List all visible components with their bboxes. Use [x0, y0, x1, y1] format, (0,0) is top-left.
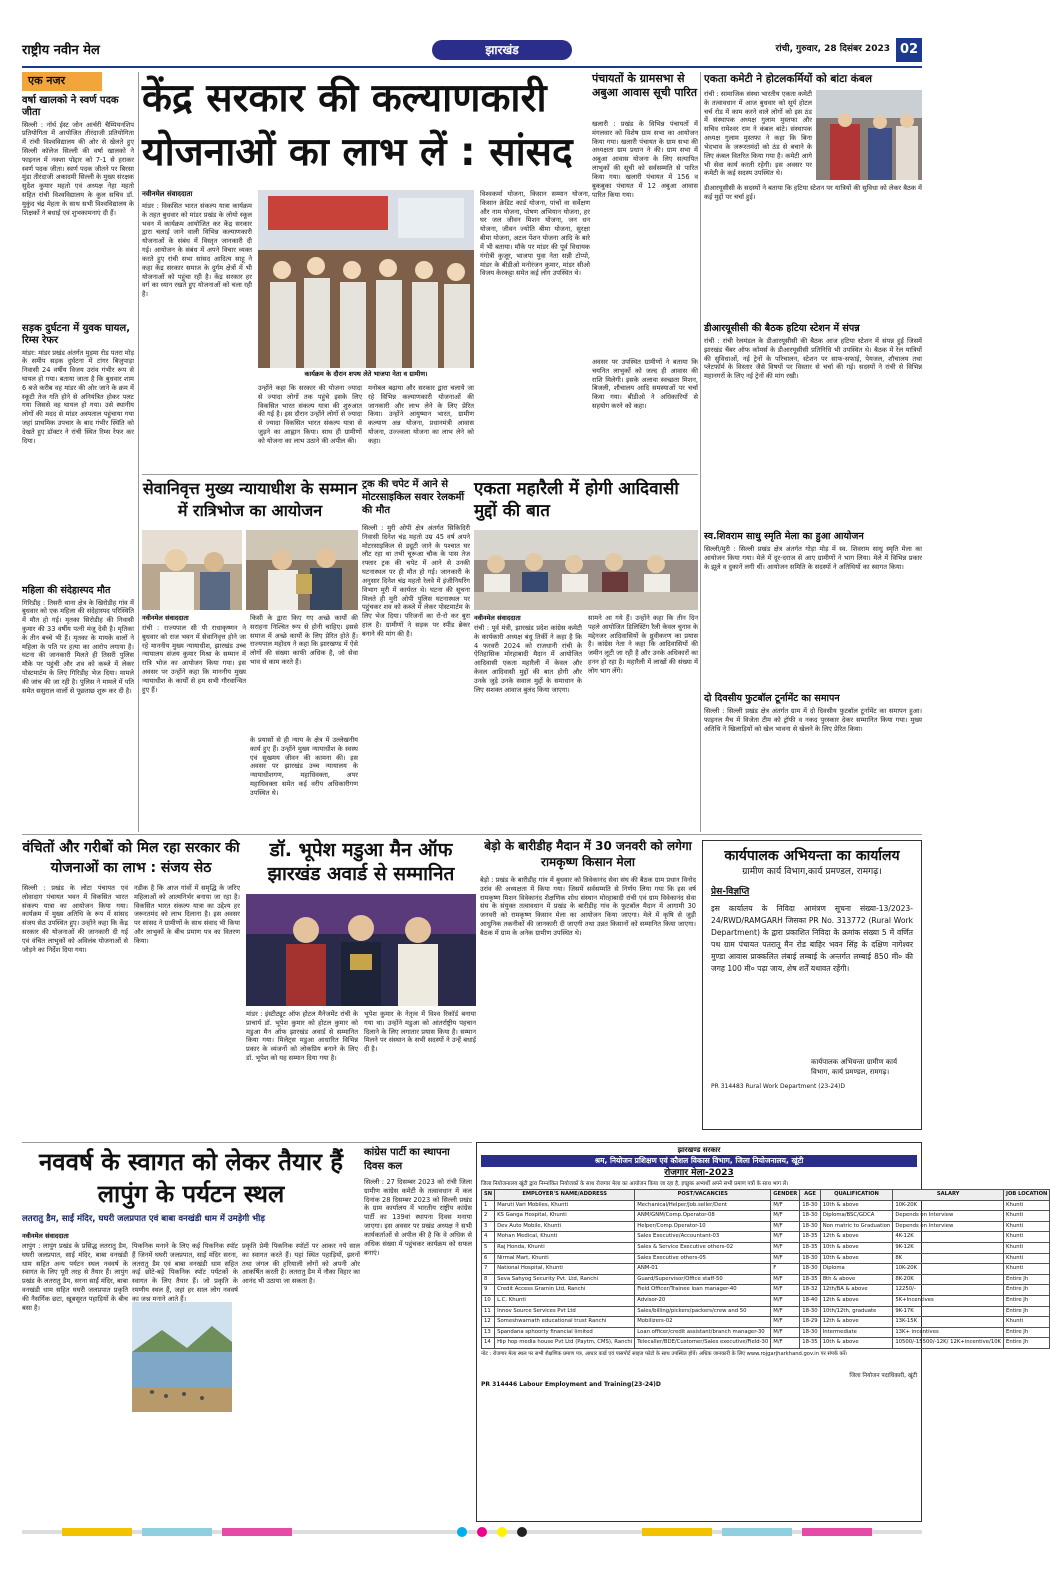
table-cell: M/F [771, 1274, 800, 1285]
table-cell: M/F [771, 1327, 800, 1338]
druc-body: रांची : रांची रेलमंडल के डीआरयूसीसी की बैठक आज हटिया स्टेशन में संपन्न हुई जिसमें झारखंड चैंबर ऑफ कॉमर्स के डीआरयूसीसी प्रतिनिधि भी उपस्थित थे। बैठक में रेल यात्रियों की सुविधाओं, नई ट्रेनों के परिचालन, स्टेशन पर साफ-सफाई, पेयजल, शौचालय तथा प्लेटफॉर्म के विस्तार जैसे विषयों पर विस्तार से चर्चा की गई। सदस्यों ने रांची से विभिन्न महानगरों के लिए नई ट्रेनों की मांग रखी। [704, 337, 922, 381]
truck-body: सिल्ली : मुरी ओपी क्षेत्र अंतर्गत सिकिदिरी निवासी दिनेश चंद्र महतो उम्र 45 वर्ष अपने मोटरसाइकिल से ड्यूटी जाने के पश्चात घर लौट रहा था तभी चूरूआ चौक के पास तेज रफ्तार ट्रक की चपेट में आने से उनकी घटनास्थल पर ही मौत हो गई। जानकारी के अनुसार दिनेश चंद्र महतो रेलवे में इंजीनियरिंग विभाग मुरी में कार्यरत थे। घटना की सूचना मिलते ही मुरी ओपी पुलिस घटनास्थल पर पहुंचकर शव को कब्जे में लेकर पोस्टमार्टम के लिए भेज दिया। परिजनों का रो-रो कर बुरा हाल है। ग्रामीणों ने सड़क पर स्पीड ब्रेकर बनाने की मांग की है। [362, 524, 470, 638]
table-cell: 10th & above [820, 1338, 893, 1349]
table-cell: Mechanical/Helper/Job.seller/Dent [635, 1200, 771, 1211]
table-cell: Non matric to Graduation [820, 1221, 893, 1232]
jobs-header: SN [482, 1190, 495, 1201]
vanchit-story [22, 838, 240, 1140]
congress-story [364, 1146, 472, 1522]
table-row [482, 1295, 1050, 1306]
jobs-title: रोजगार मेला-2023 [664, 1168, 734, 1179]
table-cell: Maruti Vari Mobiles, Khunti [495, 1200, 635, 1211]
award-headline: डॉ. भूपेश मडुआ मैन ऑफ झारखंड अवार्ड से सम्मानित [267, 839, 455, 885]
table-cell: Entire Jh [1004, 1274, 1050, 1285]
lead-photo [258, 190, 474, 368]
table-cell: Loan officer/credit assistant/branch manager-30 [635, 1327, 771, 1338]
table-cell: Intermediate [820, 1327, 893, 1338]
blanket-headline: एकता कमेटी ने होटलकर्मियों को बांटा कंबल [704, 73, 872, 85]
lead-col1: मांडर : विकसित भारत संकल्प यात्रा कार्यक्रम के तहत बुधवार को मांडर प्रखंड के लोयो स्कूल भवन में कार्यक्रम आयोजित कर केंद्र सरकार द्वारा चलाई जाने वाली विभिन्न कल्याणकारी योजनाओं के संबंध में विस्तृत जानकारी दी गई। आयोजन के संबंध में अपने विचार व्यक्त करते हुए रांची सभा सांसद आदित्य साहू ने कहा केंद्र सरकार समाज के दुर्गम क्षेत्रों में भी योजनाओं को पहुंचा रही है। केंद्र सरकार हर वर्ग का ध्यान रखते हुए योजनाओं को चला रही है। [142, 202, 252, 299]
jobs-header: SALARY [893, 1190, 1004, 1201]
table-cell: Guard/Supervisor/Office staff-50 [635, 1274, 771, 1285]
table-cell: M/F [771, 1253, 800, 1264]
notice-pr: PR 314483 Rural Work Department (23-24)D [711, 1082, 845, 1090]
notice-signature: कार्यपालक अभियन्ता ग्रामीण कार्य विभाग, कार्य प्रमण्डल, रामगढ़। [811, 1057, 898, 1076]
congress-body: सिल्ली : 27 दिसम्बर 2023 को रांची जिला ग्रामीण कांग्रेस कमेटी के तत्वावधान में कल दिनांक 28 दिसम्बर 2023 को सिल्ली प्रखंड के ग्राम कार्यालय में भारतीय राष्ट्रीय कांग्रेस पार्टी का 139वां स्थापना दिवस मनाया जाएगा। इस अवसर पर प्रखंड अध्यक्ष ने सभी कार्यकर्ताओं से अपील की है कि वे अधिक से अधिक संख्या में पहुंचकर कार्यक्रम को सफल बनाएं। [364, 1178, 472, 1257]
vanchit-headline: वंचितों और गरीबों को मिल रहा सरकार की योजनाओं का लाभ : संजय सेठ [22, 840, 240, 876]
tourism-headline: नववर्ष के स्वागत को लेकर तैयार हैं लापुंग के पर्यटन स्थल [38, 1148, 344, 1208]
table-cell: Diploma [820, 1264, 893, 1275]
table-cell: 10K-20K [893, 1200, 1004, 1211]
tourism-byline: नवीनमेल संवाददाता [22, 1232, 69, 1240]
jobs-table [481, 1189, 1050, 1349]
table-cell: M/F [771, 1285, 800, 1296]
table-cell: 12 [482, 1317, 495, 1328]
table-row [482, 1221, 1050, 1232]
vanchit-col2: नडीक है कि आज गांवों में समृद्धि के जरिए महिलाओं को आत्मनिर्भर बनाया जा रहा है। विकसित भारत संकल्प यात्रा का उद्देश्य हर जरूरतमंद को लाभ दिलाना है। इस अवसर पर सांसद ने ग्रामीणों के साथ संवाद भी किया और लाभुकों के बीच प्रमाण पत्र का वितरण किया। [134, 884, 240, 945]
judge-story [142, 478, 358, 832]
jobs-header: QUALIFICATION [820, 1190, 893, 1201]
table-cell: ANM/GNM/Comp.Operator-08 [635, 1211, 771, 1222]
table-cell: 8K-20K [893, 1274, 1004, 1285]
ekta-col2: सामने आ गये हैं। उन्होंने कहा कि तीन दिन पहले आयोजित डिलिस्टिंग रैली केवल चुनाव के मद्देनजर आदिवासियों के ध्रुवीकरण का प्रयास है। कांग्रेस नेता ने कहा कि आदिवासियों की जमीन लूटी जा रही है और उनके अधिकारों का हनन हो रहा है। महारैली में लाखों की संख्या में लोग भाग लेंगे। [588, 614, 699, 675]
table-cell: 1 [482, 1200, 495, 1211]
congress-headline: कांग्रेस पार्टी का स्थापना दिवस कल [364, 1147, 450, 1172]
lead-col2: उन्होंने कहा कि सरकार की योजना ज्यादा से ज्यादा लोगों तक पहुंचे इसके लिए विकसित भारत संकल्प यात्रा की शुरुआत की गई है। इस दौरान उन्होंने लोगों से ज्यादा से ज्यादा विकसित भारत संकल्प यात्रा से जुड़ने का आह्वान किया। साथ ही ग्रामीणों को योजना का लाभ उठाने की अपील की। [258, 384, 362, 445]
table-cell: M/F [771, 1211, 800, 1222]
ekta-byline: नवीनमेल संवाददाता [474, 614, 521, 622]
table-cell: 12250/- [893, 1285, 1004, 1296]
table-cell: 11 [482, 1306, 495, 1317]
table-cell: 10500/-15500/-12K/ 12K+incentive/10K [893, 1338, 1004, 1349]
table-cell: Seva Sahyog Security Pvt. Ltd, Ranchi [495, 1274, 635, 1285]
truck-headline: ट्रक की चपेट में आने से मोटरसाइकिल सवार रेलकर्मी की मौत [362, 479, 465, 516]
notice-subtitle: ग्रामीण कार्य विभाग,कार्य प्रमण्डल, रामगढ़। [742, 867, 882, 877]
table-cell: 18-30 [800, 1306, 820, 1317]
notice-box [702, 840, 922, 1130]
sidebar-item1-title: वर्षा खालको ने स्वर्ण पदक जीता [22, 94, 119, 118]
table-cell: Entire Jh [1004, 1338, 1050, 1349]
table-cell: National Hospital, Khunti [495, 1264, 635, 1275]
table-cell: Entire Jh [1004, 1285, 1050, 1296]
table-cell: Innov Source Services Pvt Ltd [495, 1306, 635, 1317]
table-cell: Sales/billing/pickers/packers/crew and 50 [635, 1306, 771, 1317]
blanket-story [704, 72, 922, 320]
table-cell: 12th & above [820, 1232, 893, 1243]
divider [700, 72, 701, 832]
ekta-story [474, 478, 698, 832]
table-cell: M/F [771, 1317, 800, 1328]
sidebar-tag: एक नजर [22, 72, 102, 91]
tourism-col2: पिकनिक मनाने के लिए कई पिकनिक स्पॉट हैं जिनमें घघरी जलप्रपात, साईं मंदिर सरना, लतरातु डैम एवं बाबा वनखंडी धाम सहित कई छोटे-बड़े पिकनिक स्पॉट पर्यटकों के स्वागत के लिए तैयार हैं। जो प्रकृति के रमणीय स्थल हैं, जहां हर साल लोग नववर्ष का जश्न मनाने आते हैं। [132, 1242, 238, 1303]
table-cell: 10K-20K [893, 1264, 1004, 1275]
table-cell: 18-30 [800, 1200, 820, 1211]
table-cell: Entire Jh [1004, 1295, 1050, 1306]
table-row [482, 1200, 1050, 1211]
table-cell: F [771, 1264, 800, 1275]
jobs-dept: झारखण्ड सरकार [677, 1146, 721, 1154]
jobs-header: JOB LOCATION [1004, 1190, 1050, 1201]
mela-body: सिल्ली/मुरी : सिल्ली प्रखंड क्षेत्र अंतर्गत गोड़ा मोड़ में स्व. शिवराम साधु स्मृति मेला का आयोजन किया गया। मेले में दूर-दराज से आए ग्रामीणों ने भाग लिया। मेले में विभिन्न प्रकार के झूले व दुकानें लगी थीं। आयोजन समिति के सदस्यों ने अतिथियों का स्वागत किया। [704, 545, 922, 571]
panchayat-headline: पंचायतों के ग्रामसभा से अबुआ आवास सूची पारित [592, 72, 698, 99]
table-cell: 10th & above [820, 1253, 893, 1264]
table-cell: 4K-12K [893, 1232, 1004, 1243]
table-cell: 12th/BA & above [820, 1285, 893, 1296]
table-cell: Credit Access Gramin Ltd, Ranchi [495, 1285, 635, 1296]
tourism-col1: लापुंग : लापुंग प्रखंड के प्रसिद्ध लतरातु डैम, घघरी जलप्रपात, साईं मंदिर, बाबा वनखंडी धाम सहित अन्य पर्यटन स्थल नववर्ष के स्वागत के लिए पूरी तरह से तैयार हैं। लापुंग प्रखंड के लतरातु डैम, सरना साईं मंदिर, बाबा वनखंडी धाम सहित घघरी जलप्रपात प्रकृति की नैसर्गिक छटा, खूबसूरत पहाड़ियों के बीच बसा है। [22, 1242, 128, 1312]
table-cell: M/F [771, 1221, 800, 1232]
table-cell: Khunti [1004, 1253, 1050, 1264]
judge-photo-2 [246, 530, 358, 610]
jobs-header: GENDER [771, 1190, 800, 1201]
blanket-photo [816, 90, 922, 180]
panchayat-col1: खलारी : प्रखंड के विभिन्न पंचायतों में मंगलवार को विशेष ग्राम सभा का आयोजन किया गया। खलारी पंचायत के ग्राम सभा की अध्यक्षता ग्राम प्रधान ने की। ग्राम सभा में अबुआ आवास योजना के लिए सत्यापित लाभुकों की सूची को सर्वसम्मति से पारित किया गया। खलारी पंचायत में 156 व बुकबुका पंचायत में 12 अबुआ आवास पारित किया गया। [592, 120, 698, 199]
table-cell: 13K-15K [893, 1317, 1004, 1328]
table-cell: M/F [771, 1200, 800, 1211]
table-row [482, 1306, 1050, 1317]
table-cell: 4 [482, 1232, 495, 1243]
mela-story [704, 530, 922, 690]
judge-col2: किसी के द्वारा किए गए अच्छे कार्यों की सराहना निश्चित रूप से होनी चाहिए। इससे समाज में अच्छे कार्यों के लिए प्रेरित होते हैं। राज्यपाल महोदय ने कहा कि झारखण्ड में ऐसे लोगों की संख्या काफी अधिक है, जो सेवा भाव से काम करते हैं। [250, 614, 358, 667]
table-cell: M/F [771, 1338, 800, 1349]
table-cell: 12th & above [820, 1317, 893, 1328]
judge-photo-1-image [142, 530, 242, 610]
lead-col4: विश्वकर्मा योजना, किसान सम्मान योजना, किसान क्रेडिट कार्ड योजना, पांचों वा सर्वेक्षण और नाम योजना, पोषण अभियान योजना, हर घर जल जीवन मिशन योजना, जन धन योजना, जीवन ज्योति बीमा योजना, सुरक्षा बीमा योजना, अटल पेंशन योजना आदि के बारे में भी बताया। मौके पर मांडर की पूर्व विधायक गंगोत्री कुजूर, भाजपा युवा नेता सन्नी टोप्पो, मांडर के बीडीओ मनोरंजन कुमार, मांडर सीओ विजय केरकट्टा समेत कई लोग उपस्थित थे। [480, 190, 590, 278]
table-cell: Someshwarnath educational trust Ranchi [495, 1317, 635, 1328]
lead-headline: केंद्र सरकार की कल्याणकारी योजनाओं का लाभ लें : सांसद [142, 76, 573, 175]
table-cell: 18-30 [800, 1264, 820, 1275]
vanchit-col1: सिल्ली : प्रखंड के लोटा पंचायत एवं लोवादाग पंचायत भवन में विकसित भारत संकल्प यात्रा का आयोजन किया गया। कार्यक्रम में मुख्य अतिथि के रूप में सांसद संजय सेठ उपस्थित हुए। उन्होंने कहा कि केंद्र सरकार की योजनाओं की जानकारी दी गई एवं वंचित लाभुकों को अविलंब योजनाओं से जोड़ने का निर्देश दिया गया। [22, 884, 128, 954]
table-cell: Khunti [1004, 1317, 1050, 1328]
table-cell: 8K [893, 1253, 1004, 1264]
sidebar-item2-title: सड़क दुर्घटना में युवक घायल, रिम्स रेफर [22, 322, 131, 346]
table-cell: M/F [771, 1232, 800, 1243]
blanket-body-2: डीआरयूसीसी के सदस्यों ने बताया कि हटिया स्टेशन पर यात्रियों की सुविधा को लेकर बैठक में कई मुद्दों पर चर्चा हुई। [704, 184, 922, 201]
table-row [482, 1242, 1050, 1253]
table-cell: Khunti [1004, 1221, 1050, 1232]
table-row [482, 1317, 1050, 1328]
jobs-header: AGE [800, 1190, 820, 1201]
table-row [482, 1274, 1050, 1285]
sidebar-item3-title: महिला की संदेहास्पद मौत [22, 584, 111, 596]
tourism-photo-image [132, 1302, 232, 1412]
jobs-header: POST/VACANCIES [635, 1190, 771, 1201]
award-col1: मांडर : इंस्टीट्यूट ऑफ होटल मैनेजमेंट रांची के प्राचार्य डॉ. भूपेश कुमार को होटल कुमार को मडुआ मैन ऑफ झारखंड अवार्ड से सम्मानित किया गया। मिलेट्स मडुआ आधारित विभिन्न प्रकार के व्यंजनों को लोकप्रिय बनाने के लिए डॉ. भूपेश को यह सम्मान दिया गया है। [246, 1010, 358, 1063]
judge-photo-1 [142, 530, 242, 610]
jobs-office: श्रम, नियोजन प्रशिक्षण एवं कौशल विकास विभाग, जिला नियोजनालय, खूंटी [481, 1155, 917, 1167]
ekta-photo-image [474, 530, 698, 610]
table-cell: Mohan Medical, Khunti [495, 1232, 635, 1243]
table-cell: 9 [482, 1285, 495, 1296]
table-cell: KS Ganga Hospital, Khunti [495, 1211, 635, 1222]
table-cell: 18-35 [800, 1274, 820, 1285]
section-pill: झारखंड [432, 40, 572, 60]
table-cell: 3 [482, 1221, 495, 1232]
table-row [482, 1327, 1050, 1338]
druc-story [704, 322, 922, 528]
sidebar [22, 72, 134, 832]
table-cell: Sales Executive others-05 [635, 1253, 771, 1264]
blanket-body: रांची : सामाजिक संस्था भारतीय एकता कमेटी के तत्वावधान में आज बुधवार को सूर्य होटल चर्च रोड में काम करने वाले लोगों को इस ठंड में संस्थापक अध्यक्ष गुलाम मुस्तफा और सचिव रामेश्वर राम ने कंबल बांटे। संस्थापक अध्यक्ष गुलाम मुस्तफा ने कहा कि बिना भेदभाव के जरूरतमंदों को ठंड से बचाने के लिए कंबल वितरित किया गया है। कमेटी आगे भी सेवा कार्य करती रहेगी। इस अवसर पर कमेटी के कई सदस्य उपस्थित थे। [704, 90, 812, 178]
table-cell: L.C. Khunti [495, 1295, 635, 1306]
table-cell: 9K-17K [893, 1306, 1004, 1317]
table-cell: Raj Honda, Khunti [495, 1242, 635, 1253]
judge-photo-2-image [246, 530, 358, 610]
table-row [482, 1285, 1050, 1296]
divider [22, 834, 922, 835]
table-cell: 18-35 [800, 1242, 820, 1253]
masthead-rule [22, 66, 922, 68]
table-cell: 13K+ incentives [893, 1327, 1004, 1338]
lead-photo-image [258, 190, 474, 368]
notice-kind: प्रेस-विज्ञप्ति [711, 886, 750, 897]
tourism-subhead: लतरातु डैम, साईं मंदिर, घघरी जलप्रपात एवं बाबा वनखंडी धाम में उमड़ेगी भीड़ [22, 1214, 265, 1224]
divider [22, 1142, 472, 1143]
jobs-pr: PR 314446 Labour Employment and Training(23-24)D [481, 1380, 661, 1388]
table-cell: Khunti [1004, 1242, 1050, 1253]
table-cell: Entire Jh [1004, 1306, 1050, 1317]
page-number: 02 [896, 38, 922, 62]
award-story [246, 838, 476, 1140]
dateline: रांची, गुरुवार, 28 दिसंबर 2023 [775, 44, 890, 54]
sidebar-item3-body: गिरिडीह : तिसरी थाना क्षेत्र के खिरोडीह गांव में बुधवार को एक महिला की संदेहास्पद परिस्थिति में मौत हो गई। मृतका सिरोडीह की निवासी कुमार की 33 वर्षीय पत्नी मंजू देवी है। मृतिका के तीन बच्चे भी हैं। मृतका के मायके वालों ने महिला के पति पर हत्या का आरोप लगाया है। घटना की जानकारी मिलते ही तिसरी पुलिस मौके पर पहुंची और शव को कब्जे में लेकर पोस्टमार्टम के लिए गिरिडीह भेज दिया। मामले की जांच की जा रही है। पुलिस ने मामले में पति समेत ससुराल वालों से पूछताछ शुरू कर दी है। [22, 598, 134, 695]
table-cell: 18-30 [800, 1327, 820, 1338]
table-cell: Spandana sphoorty financial limited [495, 1327, 635, 1338]
table-cell: 2 [482, 1211, 495, 1222]
fair-body: बेड़ो : प्रखंड के बारीडीह गांव में बुधवार को विवेकानंद सेवा संघ की बैठक ग्राम प्रधान विनोद उरांव की अध्यक्षता में किया गया। जिसमें सर्वसम्मति से निर्णय लिया गया कि इस वर्ष रामकृष्ण मिशन विवेकानंद शैक्षणिक शोध संस्थान मोरहाबादी रांची एवं ग्राम विवेकानंद सेवा संघ के संयुक्त तत्वावधान में प्रखंड के बारीडीह गांव के फुटबॉल मैदान में आगामी 30 जनवरी को रामकृष्ण किसान मेला का आयोजन किया जाएगा। मेले में कृषि से जुड़ी आधुनिक तकनीकों की जानकारी दी जाएगी तथा उन्नत किसानों को सम्मानित किया जाएगा। बैठक में ग्राम के अनेक ग्रामीण उपस्थित थे। [480, 876, 696, 937]
blanket-photo-image [816, 90, 922, 180]
table-cell: M/F [771, 1295, 800, 1306]
table-cell: 7 [482, 1264, 495, 1275]
football-body: सिल्ली : सिल्ली प्रखंड क्षेत्र अंतर्गत ग्राम में दो दिवसीय फुटबॉल टूर्नामेंट का समापन हुआ। फाइनल मैच में विजेता टीम को ट्रॉफी व नकद पुरस्कार देकर सम्मानित किया गया। मुख्य अतिथि ने खिलाड़ियों को खेल भावना से खेलने के लिए प्रेरित किया। [704, 707, 922, 733]
ekta-photo [474, 530, 698, 610]
table-cell: 18-35 [800, 1338, 820, 1349]
notice-title: कार्यपालक अभियन्ता का कार्यालय [724, 848, 900, 864]
divider [142, 474, 698, 475]
judge-headline: सेवानिवृत्त मुख्य न्यायाधीश के सम्मान में रात्रिभोज का आयोजन [142, 479, 358, 520]
table-cell: ANM-01 [635, 1264, 771, 1275]
notice-body: इस कार्यालय के निविदा आमंत्रण सूचना संख्या-13/2023-24/RWD/RAMGARH जिसका PR No. 313772 (Rural Work Department) के द्वारा प्रकाशित निविदा के क्रमांक संख्या 5 में वर्णित पथ ग्राम पंचायत पतरातू मैन रोड बाहिर भवन सिंह के दक्षिण नागेश्वर मुण्डा आवास प्राक्कलित लंबाई लम्बाई के अन्तर्गत लम्बाई 850 मी० की जगह 100 मी० पढ़ा जाय, शेष शर्तें यथावत रहेंगी। [711, 903, 913, 973]
table-cell: Depends on Interview [893, 1221, 1004, 1232]
table-cell: Telecaller/BDE/Customer/Sales executive/Field-30 [635, 1338, 771, 1349]
table-row [482, 1232, 1050, 1243]
mela-headline: स्व.शिवराम साधु स्मृति मेला का हुआ आयोजन [704, 531, 864, 542]
table-cell: 14 [482, 1338, 495, 1349]
football-headline: दो दिवसीय फुटबॉल टूर्नामेंट का समापन [704, 693, 840, 704]
sidebar-item2-body: मांडर: मांडर प्रखंड अंतर्गत मुड़मा रोड पतरा मोड़ के समीप सड़क दुर्घटना में टांगर बिजुपाड़ा निवासी 24 वर्षीय विजय उरांव गंभीर रूप से घायल हो गया। बताया जाता है कि बुधवार शाम 6 बजे करीब वह मांडर की ओर जाने के क्रम में स्कूटी तेज गति होने से अनियंत्रित होकर पलट गया जिससे वह घायल हो गया। उसे स्थानीय लोगों की मदद से मांडर अस्पताल पहुंचाया गया जहां प्राथमिक उपचार के बाद गंभीर स्थिति को देखते हुए डॉक्टर ने रांची स्थित रिम्स रेफर कर दिया। [22, 348, 134, 445]
jobs-header: EMPLOYER'S NAME/ADDRESS [495, 1190, 635, 1201]
table-cell: Helper/Comp.Operator-10 [635, 1221, 771, 1232]
lead-byline: नवीनमेल संवाददाता [142, 190, 193, 198]
paper-name: राष्ट्रीय नवीन मेल [22, 43, 100, 58]
table-cell: 18-29 [800, 1317, 820, 1328]
jobs-table-body [482, 1200, 1050, 1348]
table-cell: Nirmal Mart, Khunti [495, 1253, 635, 1264]
panchayat-col2: अवसर पर उपस्थित ग्रामीणों ने बताया कि चयनित लाभुकों को जल्द ही आवास की राशि मिलेगी। इसके अलावा स्वच्छता मिशन, बिजली, शौचालय आदि समस्याओं पर चर्चा किया गया। बीडीओ ने अधिकारियों से सहयोग करने को कहा। [592, 358, 698, 411]
table-cell: Dev Auto Mobile, Khunti [495, 1221, 635, 1232]
table-cell: M/F [771, 1306, 800, 1317]
table-cell: 12th & above [820, 1295, 893, 1306]
jobs-intro: जिला नियोजनालय खूंटी द्वारा निम्नांकित नियोजकों के साथ रोजगार मेला का आयोजन किया जा रहा है, इच्छुक अभ्यर्थी अपने सभी प्रमाण पत्रों के साथ भाग लें। [481, 1181, 789, 1187]
divider [138, 72, 139, 832]
table-cell: 10th & above [820, 1200, 893, 1211]
award-col2: भूपेश कुमार के नेतृत्व में विश्व रिकॉर्ड बनाया गया था। उन्होंने मडुआ को आंतर्राष्ट्रीय पहचान दिलाने के लिए लगातार प्रयास किया है। सम्मान मिलने पर संस्थान के सभी सदस्यों ने उन्हें बधाई दी है। [364, 1010, 476, 1054]
table-cell: 18-30 [800, 1221, 820, 1232]
panchayat-story [592, 72, 698, 472]
table-cell: M/F [771, 1242, 800, 1253]
table-row [482, 1264, 1050, 1275]
table-cell: 18-30 [800, 1211, 820, 1222]
tourism-col3: प्रकृति प्रेमी पिकनिक स्पॉटों पर आकर नये साल का स्वागत करते हैं। यहां स्थित पहाड़ियों, झरनों तथा जंगल की हरियाली लोगों को अपनी ओर आकर्षित करती है। लतरातु डैम में नौका विहार का आनंद भी उठाया जा सकता है। [242, 1242, 360, 1286]
table-cell: 5K+Incentives [893, 1295, 1004, 1306]
table-cell: Khunti [1004, 1211, 1050, 1222]
table-cell: 18-40 [800, 1295, 820, 1306]
registration-marks [22, 1526, 922, 1538]
table-cell: Sales & Service Executive others-02 [635, 1242, 771, 1253]
table-cell: 10th & above [820, 1242, 893, 1253]
table-cell: 10 [482, 1295, 495, 1306]
football-story [704, 692, 922, 832]
judge-col1: रांची : राज्यपाल सी पी राधाकृष्णन ने बुधवार को राज भवन में सेवानिवृत्त होने जा रहे माननीय मुख्य न्यायाधीश, झारखंड उच्च न्यायालय संजय कुमार मिश्रा के सम्मान में रात्रि भोज का आयोजन किया गया। इस अवसर पर उन्होंने कहा कि माननीय मुख्य न्यायाधीश के कार्यों से हम सभी गौरवान्वित हुए हैं। [142, 624, 246, 694]
table-row [482, 1211, 1050, 1222]
table-cell: 8th & above [820, 1274, 893, 1285]
table-row [482, 1338, 1050, 1349]
lead-photo-caption: कार्यक्रम के दौरान शपथ लेते भाजपा नेता व ग्रामीण। [304, 370, 428, 378]
table-cell: Depends on Interview [893, 1211, 1004, 1222]
druc-headline: डीआरयूसीसी की बैठक हटिया स्टेशन में संपन्न [704, 323, 860, 334]
table-cell: Khunti [1004, 1232, 1050, 1243]
table-cell: Khunti [1004, 1200, 1050, 1211]
table-cell: Advisor-20 [635, 1295, 771, 1306]
masthead [22, 38, 922, 66]
sidebar-item1-body: सिल्ली : नॉर्थ ईस्ट जोन आर्चरी चैम्पियनशिप प्रतियोगिता में आयोजित तीरंदाजी प्रतियोगिता में रांची विश्वविद्यालय की ओर से खेलते हुए सिल्ली कॉलेज सिल्ली की वर्षा खालको ने फाइनल में नक्शा पोद्दार को 7-1 से हराकर स्वर्ण पदक जीता। स्वर्ण पदक जीतने पर बिरसा मुंडा तीरंदाजी अकादमी सिल्ली के मुख्य संरक्षक सुदेश कुमार महतो एवं अध्यक्ष नेहा महतो सहित रांची विश्वविद्यालय के कुल सचिव डॉ. मुकुंद चंद्र मेहता के साथ सभी विश्वविद्यालय के शिक्षकों ने बधाई एवं शुभकामनाएं दी हैं। [22, 120, 134, 217]
table-row [482, 1253, 1050, 1264]
judge-col3: के प्रयासों से ही न्याय के क्षेत्र में उल्लेखनीय कार्य हुए हैं। उन्होंने मुख्य न्यायाधीश के स्वस्थ एवं सुखमय जीवन की कामना की। इस अवसर पर झारखंड उच्च न्यायालय के न्यायाधीशगण, महाधिवक्ता, अपर महाधिवक्ता समेत कई वरीय अधिकारीगण उपस्थित थे। [250, 736, 358, 797]
table-cell: 18-35 [800, 1232, 820, 1243]
jobs-ad [476, 1142, 1048, 1522]
tourism-photo [132, 1302, 232, 1412]
table-cell: Sales Executive/Accountant-03 [635, 1232, 771, 1243]
table-cell: 13 [482, 1327, 495, 1338]
table-cell: Diploma/BSC/GDCA [820, 1211, 893, 1222]
tourism-story [22, 1146, 360, 1522]
table-cell: Hip hop media house Pvt Ltd (Paytm, CMS), Ranchi [495, 1338, 635, 1349]
table-cell: 6 [482, 1253, 495, 1264]
truck-story [362, 478, 470, 832]
table-cell: 10th/12th, graduate [820, 1306, 893, 1317]
table-cell: Khunti [1004, 1264, 1050, 1275]
table-cell: Mobilizers-02 [635, 1317, 771, 1328]
table-cell: 9K-12K [893, 1242, 1004, 1253]
ekta-headline: एकता महारैली में होगी आदिवासी मुद्दों की बात [474, 479, 679, 521]
jobs-signature: जिला नियोजन पदाधिकारी, खूंटी [849, 1372, 917, 1379]
jobs-table-header [482, 1190, 1050, 1201]
lead-story [142, 72, 590, 472]
table-cell: 18-30 [800, 1253, 820, 1264]
ekta-col1: रांची : पूर्व मंत्री, झारखंड प्रदेश कांग्रेस कमेटी के कार्यकारी अध्यक्ष बंधु तिर्की ने कहा है कि 4 फरवरी 2024 को राजधानी रांची के ऐतिहासिक मोरहाबादी मैदान में आयोजित आदिवासी एकता महारैली में केवल और केवल आदिवासी मुद्दों की बात होगी और उनके जुड़े उनके सवाल मुद्दों के समाधान के लिए सशक्त आवाज बुलंद किया जाएगा। [474, 624, 582, 694]
table-cell: Entire Jh [1004, 1327, 1050, 1338]
fair-headline: बेड़ो के बारीडीह मैदान में 30 जनवरी को लगेगा रामकृष्ण किसान मेला [484, 839, 692, 869]
table-cell: 18-32 [800, 1285, 820, 1296]
color-bar [22, 1526, 922, 1538]
fair-story [480, 838, 696, 1140]
table-cell: 8 [482, 1274, 495, 1285]
award-photo-image [246, 894, 476, 1006]
judge-byline: नवीनमेल संवाददाता [142, 614, 189, 622]
jobs-footer: नोट : रोजगार मेला स्थल पर सभी शैक्षणिक प्रमाण पत्र, आधार कार्ड एवं पासपोर्ट साइज फोटो के साथ उपस्थित होवें। अधिक जानकारी के लिए www.rojgarjharkhand.gov.in पर संपर्क करें। [481, 1350, 848, 1357]
table-cell: 5 [482, 1242, 495, 1253]
lead-col3: मनोबल बढ़ाया और सरकार द्वारा चलाये जा रहे विभिन्न कल्याणकारी योजनाओं की जानकारी और लाभ लेने के लिए प्रेरित किया। उन्होंने आयुष्मान भारत, ग्रामीण कल्याण अन्न योजना, प्रधानमंत्री आवास योजना, उज्ज्वला योजना का लाभ लेने को कहा। [368, 384, 474, 445]
award-photo [246, 894, 476, 1006]
table-cell: Field Officer/Trainee loan manager-40 [635, 1285, 771, 1296]
